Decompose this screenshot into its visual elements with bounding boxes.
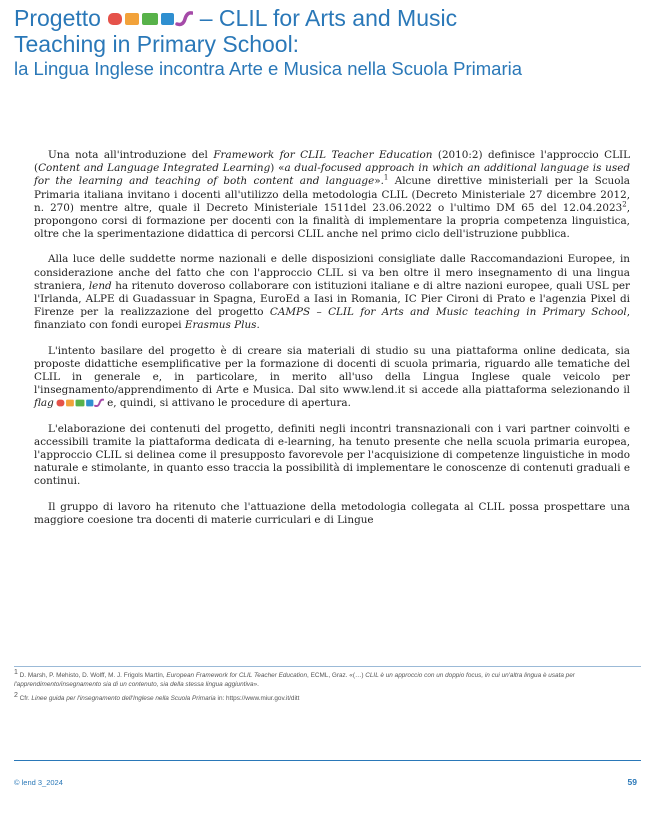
paragraph xyxy=(34,253,630,332)
text-run: in: https://www.miur.gov.it/ditt xyxy=(215,694,300,702)
text-run: L'intento basilare del progetto è di creare sia materiali di studio su una piattaforma online dedicata, sia proposte didattiche esemplificative per la formazione di docenti di scuola primaria, riguardo alle tematiche del CLIL in generale e, in particolare, in merito all'uso della Lingua Inglese quale veicolo per l'insegnamento/apprendimento di Arte e Musica. Dal sito www.lend.it si accede alla piattaforma selezionando il xyxy=(34,344,630,397)
logo-letter-a xyxy=(125,13,139,25)
footer-copyright: © lend 3_2024 xyxy=(14,778,63,787)
text-run: ». xyxy=(253,681,259,689)
footnote xyxy=(14,691,641,703)
text-run: CAMPS – CLIL for Arts and Music teaching in Primary School xyxy=(269,306,627,319)
logo-block xyxy=(95,400,103,406)
text-run: Il gruppo di lavoro ha ritenuto che l'attuazione della metodologia collegata al CLIL possa prospettare una maggiore coesione tra docenti di materie curriculari e di Lingue xyxy=(34,500,630,526)
paragraph xyxy=(34,345,630,411)
logo-letter-s xyxy=(177,13,192,25)
footnote xyxy=(14,668,641,690)
text-run: , finanziato con fondi europei xyxy=(34,306,630,332)
text-run: Una nota all'introduzione del xyxy=(48,149,214,161)
camps-logo xyxy=(107,9,193,29)
text-run: Alcune direttive ministeriali per la Scuola Primaria italiana invitano i docenti all'utilizzo della metodologia CLIL (Decreto Ministeriale 27 dicembre 2012, n. 270) mentre altre, quale il Decreto Ministeriale 1511del 23.06.2022 o l'ultimo DM 65 del 12.04.2023 xyxy=(34,175,630,214)
text-run: Linee guida per l'insegnamento dell'Inglese nella Scuola Primaria xyxy=(31,694,216,702)
text-run: L'elaborazione dei contenuti del progetto, definiti negli incontri transnazionali con i vari partner coinvolti e accessibili tramite la piattaforma dedicata di e-learning, ha tenuto presente che nella scuola primaria europea, l'approccio CLIL si delinea come il presupposto favorevole per l'acquisizione di competenze linguistiche in modo naturale e stimolante, in quanto esso traccia la possibilità di implementare le conoscenze di contenuti graduali e continui. xyxy=(34,422,630,488)
text-run: (2010:2) definisce l'approccio CLIL ( xyxy=(34,149,630,175)
text-run: European Framework for CLIL Teacher Education xyxy=(166,672,308,679)
footer-divider xyxy=(14,760,641,761)
text-run: , propongono corsi di formazione per docenti con la finalità di implementare la propria competenza linguistica, oltre che la sperimentazione didattica di percorsi CLIL anche nel primo ciclo dell'istruzione pubblica. xyxy=(34,201,630,241)
page-number: 59 xyxy=(627,777,637,787)
text-run: Cfr. xyxy=(17,694,32,702)
logo-letter-p xyxy=(161,13,174,25)
logo-letter-c xyxy=(108,13,122,25)
text-run: flag xyxy=(34,397,54,410)
subtitle: la Lingua Inglese incontra Arte e Musica nella Scuola Primaria xyxy=(14,58,523,79)
footnotes xyxy=(14,668,641,707)
logo-letter-m xyxy=(142,13,158,25)
paragraph xyxy=(34,423,630,489)
title-line-1 xyxy=(14,5,644,31)
footnote-ref: 1 xyxy=(383,173,389,182)
paragraph xyxy=(34,149,630,241)
text-run: Framework for CLIL Teacher Education xyxy=(213,149,433,161)
camps-flag-icon xyxy=(56,397,104,409)
text-run: Erasmus Plus xyxy=(184,319,257,332)
footnote-ref: 2 xyxy=(14,691,18,699)
title-line-2: Teaching in Primary School: xyxy=(14,31,300,57)
text-run: lend xyxy=(88,279,112,292)
logo-block xyxy=(75,400,84,407)
text-run: Content and Language Integrated Learning xyxy=(38,162,271,175)
logo-block xyxy=(86,400,93,407)
text-run: CLIL è un approccio con un doppio focus, in cui un'altra lingua è usata per l'apprendimento/insegnamento sia di un contenuto, sia della stessa lingua aggiuntiva xyxy=(14,672,575,689)
title-suffix: – CLIL for Arts and Music xyxy=(199,5,458,31)
paragraph xyxy=(34,501,630,527)
text-run: Alla luce delle suddette norme nazionali e delle disposizioni consigliate dalle Raccomandazioni Europee, in considerazione anche del fatto che con l'approccio CLIL si va ben oltre il mero insegnamento di una lingua straniera, xyxy=(34,253,630,292)
text-run: ) « xyxy=(270,162,285,175)
text-run: . xyxy=(256,319,260,332)
footnote-ref: 2 xyxy=(622,200,627,209)
logo-block xyxy=(56,400,64,407)
article-title xyxy=(14,5,644,81)
footnote-ref: 1 xyxy=(14,668,18,676)
text-run: ha ritenuto doveroso collaborare con istituzioni italiane e di altre nazioni europee, quali USL per l'Irlanda, ALPE di Guadassuar in Spagna, EuroEd a Iasi in Romania, IC Pier Cironi di Prato e l'agenzia Pixel di Firenze per la realizzazione del progetto xyxy=(34,279,630,319)
text-run: e, quindi, si attivano le procedure di apertura. xyxy=(103,397,351,410)
footnote-divider xyxy=(14,666,641,667)
text-run: , ECML, Graz. «(…) xyxy=(307,672,366,679)
text-run: ». xyxy=(374,175,384,188)
article-body xyxy=(34,149,630,527)
logo-block xyxy=(66,400,74,407)
text-run: a dual-focused approach in which an additional language is used for the learning and teaching of both content and language xyxy=(34,162,630,188)
title-prefix: Progetto xyxy=(14,5,101,31)
text-run: D. Marsh, P. Mehisto, D. Wolff, M. J. Frigols Martín, xyxy=(17,672,167,679)
